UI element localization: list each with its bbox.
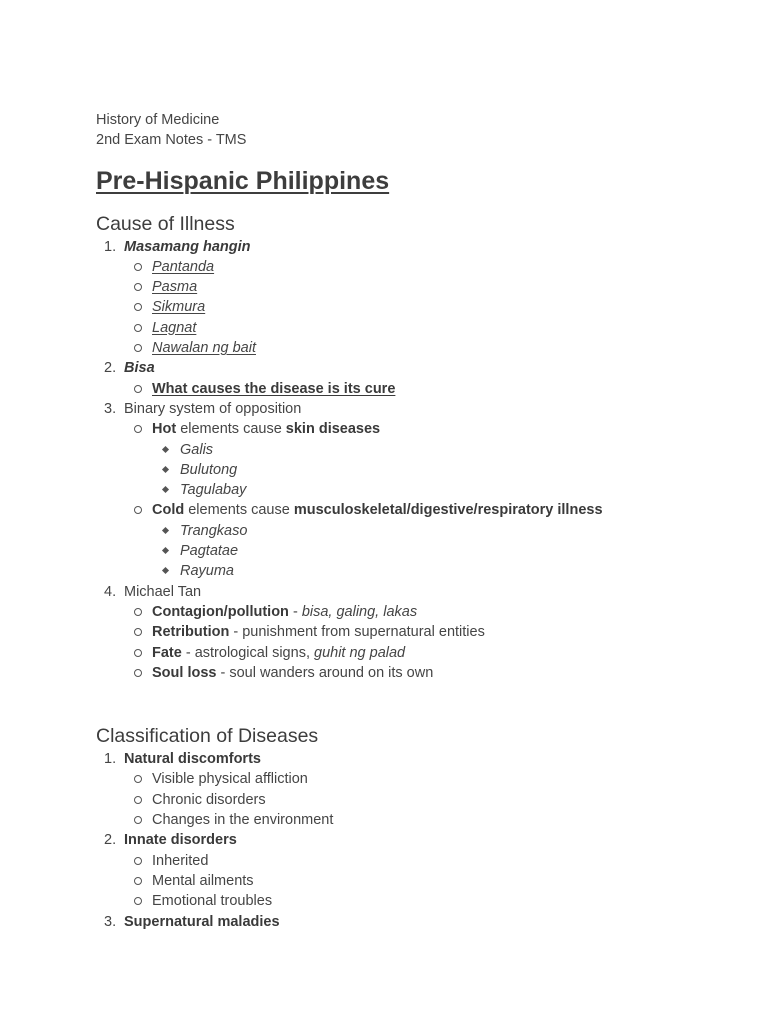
item-label: Bisa	[124, 360, 155, 377]
item-label: Innate disorders	[124, 832, 237, 849]
circle-bullet-icon	[134, 796, 142, 804]
list-item: Visible physical affliction	[124, 769, 736, 789]
document-page	[96, 110, 736, 932]
classification-list	[96, 749, 736, 932]
list-item: 3. Supernatural maladies	[104, 913, 280, 930]
list-item: Contagion/pollution - bisa, galing, lakas	[124, 602, 736, 622]
diamond-bullet-icon	[162, 446, 169, 453]
circle-bullet-icon	[134, 775, 142, 783]
list-item: Trangkaso	[152, 521, 736, 541]
circle-bullet-icon	[134, 263, 142, 271]
circle-bullet-icon	[134, 385, 142, 393]
circle-bullet-icon	[134, 649, 142, 657]
item-label: Natural discomforts	[124, 751, 261, 768]
circle-bullet-icon	[134, 628, 142, 636]
list-item: Tagulabay	[152, 480, 736, 500]
circle-bullet-icon	[134, 324, 142, 332]
list-item: Sikmura	[124, 297, 736, 317]
section-heading-cause: Cause of Illness	[96, 212, 235, 235]
diamond-bullet-icon	[162, 567, 169, 574]
list-item: Fate - astrological signs, guhit ng palad	[124, 643, 736, 663]
list-item: Pasma	[124, 277, 736, 297]
circle-bullet-icon	[134, 877, 142, 885]
circle-bullet-icon	[134, 857, 142, 865]
cause-list	[96, 237, 736, 684]
notes-subtitle: 2nd Exam Notes - TMS	[96, 132, 247, 149]
item-label: Binary system of opposition	[124, 400, 302, 417]
list-item: 2. Bisa What causes the disease is its cure	[96, 358, 736, 399]
item-label: Masamang hangin	[124, 238, 251, 255]
list-item: 2. Innate disorders Inherited Mental ailments Emotional troubles	[96, 830, 736, 911]
list-item: Changes in the environment	[124, 810, 736, 830]
circle-bullet-icon	[134, 506, 142, 514]
diamond-bullet-icon	[162, 547, 169, 554]
diamond-bullet-icon	[162, 527, 169, 534]
circle-bullet-icon	[134, 344, 142, 352]
list-item: Retribution - punishment from supernatural entities	[124, 622, 736, 642]
course-title: History of Medicine	[96, 112, 220, 128]
diamond-bullet-icon	[162, 466, 169, 473]
list-item: Lagnat	[124, 318, 736, 338]
circle-bullet-icon	[134, 303, 142, 311]
list-item: Cold elements cause musculoskeletal/digestive/respiratory illness Trangkaso Pagtatae Rayuma	[124, 500, 736, 581]
item-label: Michael Tan	[124, 583, 202, 600]
circle-bullet-icon	[134, 897, 142, 905]
list-item: Hot elements cause skin diseases Galis Bulutong Tagulabay	[124, 419, 736, 500]
item-label: Supernatural maladies	[124, 913, 280, 930]
list-item: Bulutong	[152, 460, 736, 480]
list-item: Pantanda	[124, 257, 736, 277]
list-item: Rayuma	[152, 561, 736, 581]
circle-bullet-icon	[134, 669, 142, 677]
circle-bullet-icon	[134, 816, 142, 824]
list-item: Emotional troubles	[124, 891, 736, 911]
list-item: Inherited	[124, 851, 736, 871]
section-heading-classification: Classification of Diseases	[96, 725, 319, 748]
list-item: What causes the disease is its cure	[124, 379, 736, 399]
page-title: Pre-Hispanic Philippines	[96, 166, 390, 195]
list-item: Chronic disorders	[124, 790, 736, 810]
list-item: Pagtatae	[152, 541, 736, 561]
circle-bullet-icon	[134, 283, 142, 291]
diamond-bullet-icon	[162, 486, 169, 493]
list-item: Galis	[152, 440, 736, 460]
list-item: Mental ailments	[124, 871, 736, 891]
list-item: Soul loss - soul wanders around on its own	[124, 663, 736, 683]
list-item: 3. Binary system of opposition Hot elements cause skin diseases Galis Bulutong Tagulabay Cold elements cause musculoskeletal/digestive/respiratory illness Trangkaso Pagtatae Rayuma	[96, 399, 736, 582]
list-item: 1. Natural discomforts Visible physical affliction Chronic disorders Changes in the environment	[96, 749, 736, 830]
list-item: 1. Masamang hangin Pantanda Pasma Sikmura Lagnat Nawalan ng bait	[96, 237, 736, 359]
circle-bullet-icon	[134, 425, 142, 433]
list-item: Nawalan ng bait	[124, 338, 736, 358]
list-item: 4. Michael Tan Contagion/pollution - bisa, galing, lakas Retribution - punishment from supernatural entities Fate - astrological signs, guhit ng palad Soul loss - soul wanders around on its own	[96, 582, 736, 683]
circle-bullet-icon	[134, 608, 142, 616]
